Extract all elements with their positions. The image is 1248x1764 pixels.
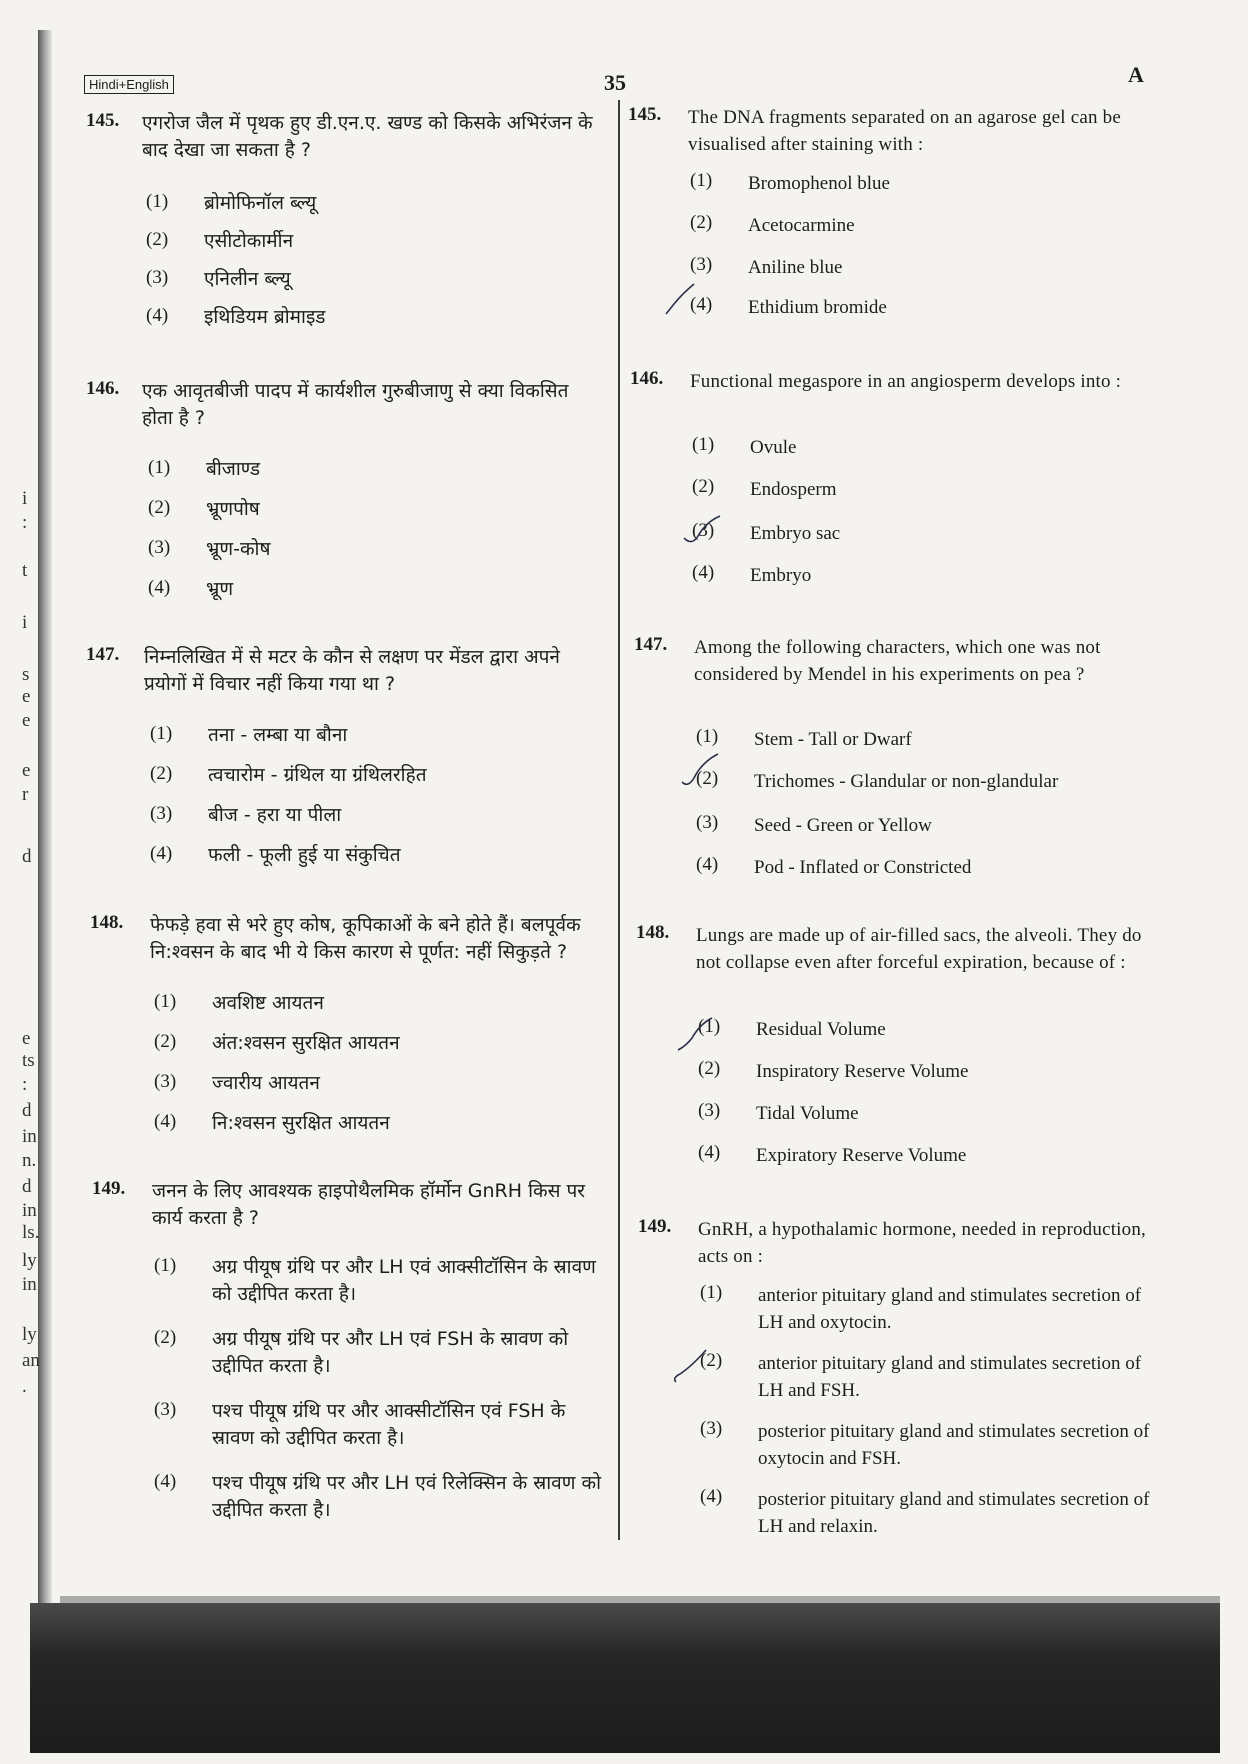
margin-fragment: n. [22, 1150, 37, 1171]
option-1 [690, 170, 890, 197]
option-3 [690, 254, 842, 281]
option-text: भ्रूण [206, 578, 234, 600]
margin-fragment: e [22, 1028, 31, 1049]
option-number: (2) [696, 768, 719, 789]
option-text: इथिडियम ब्रोमाइड [204, 306, 326, 328]
question-stem: एगरोज जैल में पृथक हुए डी.एन.ए. खण्ड को किसके अभिरंजन के बाद देखा जा सकता है ? [142, 112, 593, 161]
option-text: Trichomes - Glandular or non-glandular [754, 771, 1059, 792]
option-number: (1) [700, 1282, 723, 1303]
margin-fragment: : [22, 1074, 28, 1095]
margin-fragment: ly [22, 1250, 37, 1271]
question-stem: Lungs are made up of air-filled sacs, the alveoli. They do not collapse even after forceful expiration, because of : [696, 925, 1142, 973]
question-number: 146. [86, 378, 120, 399]
option-text: Acetocarmine [748, 215, 855, 236]
option-4 [700, 1486, 1158, 1540]
option-2 [150, 762, 427, 789]
option-1 [692, 434, 796, 461]
tick-mark-145 [664, 282, 704, 318]
scan-dark-band [30, 1603, 1220, 1753]
option-4 [150, 842, 401, 869]
question-number: 149. [92, 1178, 126, 1199]
option-text: फली - फूली हुई या संकुचित [208, 844, 401, 866]
option-number: (1) [154, 1255, 177, 1276]
option-text: एनिलीन ब्ल्यू [204, 268, 291, 290]
option-text: अवशिष्ट आयतन [212, 992, 324, 1014]
question-stem: एक आवृतबीजी पादप में कार्यशील गुरुबीजाणु से क्या विकसित होता है ? [142, 380, 569, 429]
margin-fragment: in [22, 1126, 37, 1147]
question-stem: GnRH, a hypothalamic hormone, needed in reproduction, acts on : [698, 1219, 1147, 1267]
option-2 [698, 1058, 968, 1085]
option-number: (1) [150, 723, 173, 744]
option-4 [154, 1110, 390, 1137]
option-number: (4) [700, 1486, 723, 1507]
option-3 [154, 1398, 612, 1452]
option-number: (1) [148, 457, 171, 478]
option-3 [698, 1100, 859, 1127]
option-number: (3) [150, 803, 173, 824]
question-stem: जनन के लिए आवश्यक हाइपोथैलमिक हॉर्मोन GnRH किस पर कार्य करता है ? [152, 1180, 586, 1229]
option-4 [148, 576, 233, 603]
option-text: anterior pituitary gland and stimulates secretion of LH and FSH. [758, 1353, 1142, 1401]
option-4 [690, 294, 887, 321]
option-number: (3) [148, 537, 171, 558]
option-number: (2) [148, 497, 171, 518]
option-1 [696, 726, 912, 753]
option-number: (2) [700, 1350, 723, 1371]
margin-fragment: d [22, 1100, 32, 1121]
page-number: 35 [604, 70, 626, 95]
option-text: Tidal Volume [756, 1103, 859, 1124]
question-stem: Among the following characters, which one was not considered by Mendel in his experiments on pea ? [694, 637, 1101, 685]
option-text: अग्र पीयूष ग्रंथि पर और LH एवं आक्सीटॉसिन के स्रावण को उद्दीपित करता है। [212, 1256, 596, 1305]
question-number: 145. [86, 110, 120, 131]
option-text: Inspiratory Reserve Volume [756, 1061, 969, 1082]
option-4 [692, 562, 811, 589]
option-text: anterior pituitary gland and stimulates secretion of LH and oxytocin. [758, 1285, 1142, 1333]
option-2 [696, 768, 1058, 795]
margin-fragment: s [22, 664, 30, 685]
option-3 [154, 1070, 320, 1097]
option-text: पश्च पीयूष ग्रंथि पर और आक्सीटॉसिन एवं FSH के स्रावण को उद्दीपित करता है। [212, 1400, 566, 1449]
margin-fragment: d [22, 846, 32, 867]
option-number: (3) [146, 267, 169, 288]
option-1 [700, 1282, 1158, 1336]
language-label: Hindi+English [84, 75, 174, 94]
option-number: (3) [690, 254, 713, 275]
margin-fragment: ly [22, 1324, 37, 1345]
option-2 [154, 1326, 612, 1380]
option-4 [696, 854, 971, 881]
option-number: (1) [146, 191, 169, 212]
question-number: 145. [628, 104, 662, 125]
option-text: Embryo [750, 565, 812, 586]
margin-fragment: e [22, 710, 31, 731]
option-text: Endosperm [750, 479, 837, 500]
option-number: (3) [698, 1100, 721, 1121]
option-text: Ovule [750, 437, 797, 458]
margin-fragment: an [22, 1350, 40, 1371]
option-text: Bromophenol blue [748, 173, 890, 194]
option-number: (4) [698, 1142, 721, 1163]
option-text: posterior pituitary gland and stimulates secretion of LH and relaxin. [758, 1489, 1150, 1537]
option-number: (3) [696, 812, 719, 833]
binding-edge [38, 30, 52, 1630]
option-text: Residual Volume [756, 1019, 886, 1040]
option-4 [154, 1470, 612, 1524]
margin-fragment: ts [22, 1050, 35, 1071]
option-number: (2) [154, 1327, 177, 1348]
option-3 [148, 536, 270, 563]
column-divider [618, 100, 620, 1540]
question-stem: निम्नलिखित में से मटर के कौन से लक्षण पर मेंडल द्वारा अपने प्रयोगों में विचार नहीं किया गया था ? [144, 646, 560, 695]
option-number: (3) [154, 1399, 177, 1420]
margin-fragment: . [22, 1376, 27, 1397]
option-3 [700, 1418, 1158, 1472]
margin-fragment: in [22, 1200, 37, 1221]
option-number: (4) [146, 305, 169, 326]
question-number: 149. [638, 1216, 672, 1237]
option-1 [148, 456, 260, 483]
option-4 [146, 304, 325, 331]
question-number: 146. [630, 368, 664, 389]
margin-fragment: e [22, 686, 31, 707]
option-text: भ्रूण-कोष [206, 538, 271, 560]
option-number: (4) [150, 843, 173, 864]
option-text: posterior pituitary gland and stimulates secretion of oxytocin and FSH. [758, 1421, 1150, 1469]
option-number: (3) [700, 1418, 723, 1439]
option-text: पश्च पीयूष ग्रंथि पर और LH एवं रिलेक्सिन के स्रावण को उद्दीपित करता है। [212, 1472, 602, 1521]
option-2 [690, 212, 855, 239]
option-text: Ethidium bromide [748, 297, 887, 318]
option-number: (4) [154, 1471, 177, 1492]
option-number: (4) [148, 577, 171, 598]
option-text: Seed - Green or Yellow [754, 815, 932, 836]
option-number: (2) [146, 229, 169, 250]
question-number: 148. [636, 922, 670, 943]
option-number: (4) [690, 294, 713, 315]
option-number: (2) [150, 763, 173, 784]
option-text: Aniline blue [748, 257, 843, 278]
option-text: भ्रूणपोष [206, 498, 260, 520]
tick-mark-146 [682, 512, 722, 548]
option-text: एसीटोकार्मीन [204, 230, 294, 252]
question-stem: फेफड़े हवा से भरे हुए कोष, कूपिकाओं के बने होते हैं। बलपूर्वक नि:श्वसन के बाद भी ये किस कारण से पूर्णत: नहीं सिकुड़ते ? [150, 914, 581, 963]
margin-fragment: i [22, 488, 28, 509]
tick-mark-149 [670, 1348, 710, 1384]
option-number: (3) [692, 520, 715, 541]
option-3 [146, 266, 291, 293]
question-stem: Functional megaspore in an angiosperm develops into : [690, 371, 1122, 392]
option-text: अग्र पीयूष ग्रंथि पर और LH एवं FSH के स्रावण को उद्दीपित करता है। [212, 1328, 569, 1377]
question-stem: The DNA fragments separated on an agarose gel can be visualised after staining with : [688, 107, 1121, 155]
option-number: (1) [154, 991, 177, 1012]
question-number: 147. [86, 644, 120, 665]
option-2 [700, 1350, 1158, 1404]
option-number: (4) [696, 854, 719, 875]
option-3 [150, 802, 341, 829]
option-2 [148, 496, 260, 523]
option-text: त्वचारोम - ग्रंथिल या ग्रंथिलरहित [208, 764, 427, 786]
option-text: तना - लम्बा या बौना [208, 724, 348, 746]
margin-fragment: in [22, 1274, 37, 1295]
option-4 [698, 1142, 966, 1169]
option-1 [154, 990, 324, 1017]
option-text: ब्रोमोफिनॉल ब्ल्यू [204, 192, 317, 214]
option-text: Pod - Inflated or Constricted [754, 857, 972, 878]
option-number: (2) [154, 1031, 177, 1052]
option-1 [150, 722, 347, 749]
margin-fragment: : [22, 512, 28, 533]
tick-mark-148 [676, 1016, 716, 1052]
option-number: (1) [692, 434, 715, 455]
option-number: (4) [154, 1111, 177, 1132]
option-number: (2) [698, 1058, 721, 1079]
option-text: बीजाण्ड [206, 458, 260, 480]
option-number: (1) [698, 1016, 721, 1037]
option-number: (4) [692, 562, 715, 583]
margin-fragment: t [22, 560, 28, 581]
set-code: A [1128, 62, 1144, 87]
question-number: 148. [90, 912, 124, 933]
option-text: Stem - Tall or Dwarf [754, 729, 912, 750]
option-1 [698, 1016, 886, 1043]
margin-fragment: e [22, 760, 31, 781]
option-text: नि:श्वसन सुरक्षित आयतन [212, 1112, 390, 1134]
margin-fragment: d [22, 1176, 32, 1197]
margin-fragment: r [22, 784, 29, 805]
option-1 [154, 1254, 612, 1308]
option-3 [696, 812, 932, 839]
option-number: (1) [696, 726, 719, 747]
tick-mark-147 [680, 752, 720, 788]
margin-fragment: ls. [22, 1222, 40, 1243]
option-text: Embryo sac [750, 523, 841, 544]
option-number: (3) [154, 1071, 177, 1092]
option-text: अंत:श्वसन सुरक्षित आयतन [212, 1032, 400, 1054]
question-number: 147. [634, 634, 668, 655]
option-2 [154, 1030, 400, 1057]
option-text: Expiratory Reserve Volume [756, 1145, 967, 1166]
option-2 [146, 228, 293, 255]
option-2 [692, 476, 837, 503]
margin-fragment: i [22, 612, 28, 633]
option-text: ज्वारीय आयतन [212, 1072, 320, 1094]
option-number: (2) [690, 212, 713, 233]
option-number: (2) [692, 476, 715, 497]
option-text: बीज - हरा या पीला [208, 804, 342, 826]
option-1 [146, 190, 316, 217]
option-number: (1) [690, 170, 713, 191]
